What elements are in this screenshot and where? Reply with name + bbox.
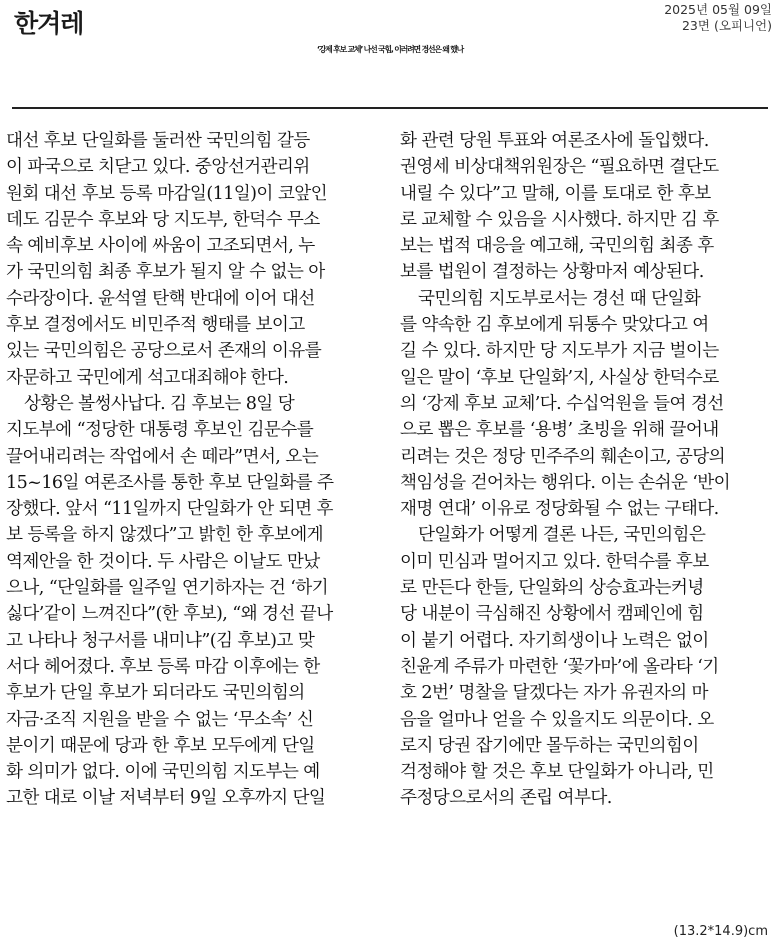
article-line: 보 등록을 하지 않겠다”고 밝힌 한 후보에게 <box>6 525 324 546</box>
article-line: 걱정해야 할 것은 후보 단일화가 아니라, 민 <box>400 762 714 783</box>
article-line: 내릴 수 있다”고 말해, 이를 토대로 한 후보 <box>400 183 711 204</box>
article-line: 이 파국으로 치닫고 있다. 중앙선거관리위 <box>6 157 310 178</box>
article-line: 후보가 단일 후보가 되더라도 국민의힘의 <box>6 683 305 704</box>
article-headline: ‘강제 후보 교체’ 나선 국힘, 이러려면 경선은 왜 했나 <box>316 45 464 54</box>
article-line: 로지 당권 잡기에만 몰두하는 국민의힘이 <box>400 735 699 756</box>
article-line: 보를 법원이 결정하는 상황마저 예상된다. <box>400 262 704 283</box>
article-line: 당 내분이 극심해진 상황에서 캠페인에 힘 <box>400 604 704 625</box>
article-line: 화 관련 당원 투표와 여론조사에 돌입했다. <box>400 131 709 151</box>
article-line: 수라장이다. 윤석열 탄핵 반대에 이어 대선 <box>6 288 315 309</box>
article-line: 친윤계 주류가 마련한 ‘꽃가마’에 올라타 ‘기 <box>400 656 719 677</box>
article-line: 데도 김문수 후보와 당 지도부, 한덕수 무소 <box>6 209 320 230</box>
article-line: 주정당으로서의 존립 여부다. <box>400 788 612 809</box>
article-line: 후보 결정에서도 비민주적 행태를 보이고 <box>6 315 305 336</box>
article-line: 화 의미가 없다. 이에 국민의힘 지도부는 예 <box>6 762 320 783</box>
article-line: 길 수 있다. 하지만 당 지도부가 지금 벌이는 <box>400 341 719 362</box>
article-line: 를 약속한 김 후보에게 뒤통수 맞았다고 여 <box>400 315 709 336</box>
article-line: 이미 민심과 멀어지고 있다. 한덕수를 후보 <box>400 551 709 572</box>
article-line: 일은 말이 ‘후보 단일화’지, 사실상 한덕수로 <box>400 367 719 388</box>
article-column-right <box>400 128 774 812</box>
article-line: 국민의힘 지도부로서는 경선 때 단일화 <box>418 288 701 309</box>
article-line: 15~16일 여론조사를 통한 후보 단일화를 주 <box>6 472 334 493</box>
article-line: 자문하고 국민에게 석고대죄해야 한다. <box>6 367 289 388</box>
article-column-left <box>6 128 380 812</box>
article-line: 의 ‘강제 후보 교체’다. 수십억원을 들여 경선 <box>400 393 724 414</box>
newspaper-logo: 한겨레 <box>14 9 84 38</box>
article-line: 있는 국민의힘은 공당으로서 존재의 이유를 <box>6 341 322 362</box>
article-line: 장했다. 앞서 “11일까지 단일화가 안 되면 후 <box>6 499 333 520</box>
article-line: 서다 헤어졌다. 후보 등록 마감 이후에는 한 <box>6 656 320 677</box>
article-line: 리려는 것은 정당 민주주의 훼손이고, 공당의 <box>400 446 726 467</box>
article-line: 으로 뽑은 후보를 ‘용병’ 초빙을 위해 끌어내 <box>400 420 719 441</box>
publication-date: 2025년 05월 09일 <box>664 2 772 17</box>
article-line: 단일화가 어떻게 결론 나든, 국민의힘은 <box>418 525 706 546</box>
article-line: 책임성을 걷어차는 행위다. 이는 손쉬운 ‘반이 <box>400 472 731 493</box>
publication-info <box>664 2 772 34</box>
headline-divider <box>12 107 768 109</box>
article-line: 가 국민의힘 최종 후보가 될지 알 수 없는 아 <box>6 262 325 283</box>
article-line: 분이기 때문에 당과 한 후보 모두에게 단일 <box>6 735 315 756</box>
article-line: 으나, “단일화를 일주일 연기하자는 건 ‘하기 <box>6 578 329 599</box>
article-size-note: (13.2*14.9)cm <box>673 924 768 939</box>
article-line: 음을 얼마나 얻을 수 있을지도 의문이다. 오 <box>400 709 714 730</box>
article-line: 원회 대선 후보 등록 마감일(11일)이 코앞인 <box>6 183 328 204</box>
article-line: 호 2번’ 명찰을 달겠다는 자가 유권자의 마 <box>400 683 708 704</box>
article-line: 재명 연대’ 이유로 정당화될 수 없는 구태다. <box>400 499 719 520</box>
page-section: 23면 (오피니언) <box>681 18 772 33</box>
article-line: 대선 후보 단일화를 둘러싼 국민의힘 갈등 <box>6 131 310 151</box>
article-line: 로 교체할 수 있음을 시사했다. 하지만 김 후 <box>400 209 719 230</box>
article-line: 보는 법적 대응을 예고해, 국민의힘 최종 후 <box>400 236 714 257</box>
article-line: 싫다’같이 느껴진다”(한 후보), “왜 경선 끝나 <box>6 604 333 625</box>
article-line: 고 나타나 청구서를 내미냐”(김 후보)고 맞 <box>6 630 315 651</box>
article-line: 이 붙기 어렵다. 자기희생이나 노력은 없이 <box>400 630 709 651</box>
article-line: 끌어내리려는 작업에서 손 떼라”면서, 오는 <box>6 446 319 467</box>
article-line: 지도부에 “정당한 대통령 후보인 김문수를 <box>6 420 314 441</box>
article-line: 고한 대로 이날 저녁부터 9일 오후까지 단일 <box>6 788 326 809</box>
article-line: 속 예비후보 사이에 싸움이 고조되면서, 누 <box>6 236 315 257</box>
article-line: 상황은 볼썽사납다. 김 후보는 8일 당 <box>24 393 295 414</box>
article-line: 역제안을 한 것이다. 두 사람은 이날도 만났 <box>6 551 320 572</box>
article-line: 권영세 비상대책위원장은 “필요하면 결단도 <box>400 157 719 178</box>
article-line: 로 만든다 한들, 단일화의 상승효과는커녕 <box>400 578 704 599</box>
article-line: 자금·조직 지원을 받을 수 없는 ‘무소속’ 신 <box>6 709 314 730</box>
